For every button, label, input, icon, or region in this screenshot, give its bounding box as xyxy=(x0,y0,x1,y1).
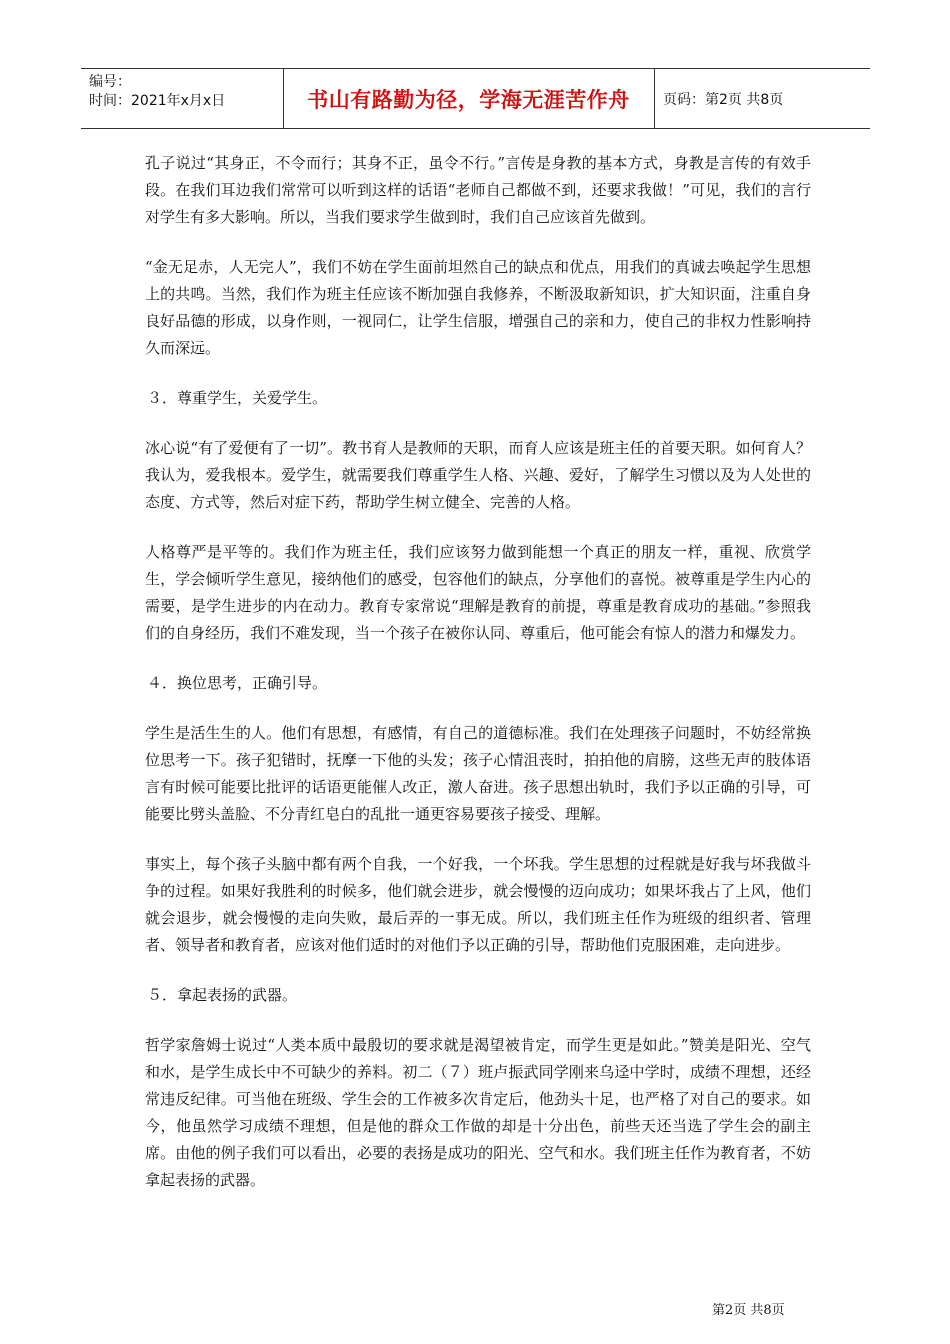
date-label: 时间：2021年x月x日 xyxy=(89,93,226,109)
header-page-number: 页码：第2页 共8页 xyxy=(663,91,784,108)
paragraph-1: 孔子说过“其身正，不令而行；其身不正，虽令不行。”言传是身教的基本方式，身教是言传的有效手段。在我们耳边我们常常可以听到这样的话语“老师自己都做不到，还要求我做！”可见，我们的言行对学生有多大影响。所以，当我们要求学生做到时，我们自己应该首先做到。 xyxy=(145,154,811,226)
serial-number-label: 编号： xyxy=(89,74,131,90)
header-meta xyxy=(89,73,225,111)
paragraph-3: 冰心说“有了爱便有了一切”。教书育人是教师的天职，而育人应该是班主任的首要天职。如何育人？我认为，爱我根本。爱学生，就需要我们尊重学生人格、兴趣、爱好，了解学生习惯以及为人处世的态度、方式等，然后对症下药，帮助学生树立健全、完善的人格。 xyxy=(145,439,811,511)
paragraph-6: 事实上，每个孩子头脑中都有两个自我，一个好我，一个坏我。学生思想的过程就是好我与坏我做斗争的过程。如果好我胜利的时候多，他们就会进步，就会慢慢的迈向成功；如果坏我占了上风，他们就会退步，就会慢慢的走向失败，最后弄的一事无成。所以，我们班主任作为班级的组织者、管理者、领导者和教育者，应该对他们适时的对他们予以正确的引导，帮助他们克服困难，走向进步。 xyxy=(145,855,811,954)
section-heading-5: ５．拿起表扬的武器。 xyxy=(147,986,298,1004)
document-body xyxy=(145,150,811,1194)
paragraph-4: 人格尊严是平等的。我们作为班主任，我们应该努力做到能想一个真正的朋友一样，重视、欣赏学生，学会倾听学生意见，接纳他们的感受，包容他们的缺点，分享他们的喜悦。被尊重是学生内心的需要，是学生进步的内在动力。教育专家常说“理解是教育的前提，尊重是教育成功的基础。”参照我们的自身经历，我们不难发现，当一个孩子在被你认同、尊重后，他可能会有惊人的潜力和爆发力。 xyxy=(145,543,811,642)
section-heading-3: ３．尊重学生，关爱学生。 xyxy=(147,389,328,407)
section-heading-4: ４．换位思考，正确引导。 xyxy=(147,674,328,692)
paragraph-7: 哲学家詹姆士说过“人类本质中最殷切的要求就是渴望被肯定，而学生更是如此。”赞美是阳光、空气和水，是学生成长中不可缺少的养料。初二（７）班卢振武同学刚来乌迳中学时，成绩不理想，还经常违反纪律。可当他在班级、学生会的工作被多次肯定后，他劲头十足，也严格了对自己的要求。如今，他虽然学习成绩不理想，但是他的群众工作做的却是十分出色，前些天还当选了学生会的副主席。由他的例子我们可以看出，必要的表扬是成功的阳光、空气和水。我们班主任作为教育者，不妨拿起表扬的武器。 xyxy=(145,1036,811,1189)
header-divider-right xyxy=(654,68,655,129)
header-motto: 书山有路勤为径，学海无涯苦作舟 xyxy=(307,87,630,112)
page-footer: 第2页 共8页 xyxy=(712,1303,785,1318)
page-header xyxy=(81,68,870,129)
paragraph-2: “金无足赤，人无完人”，我们不妨在学生面前坦然自己的缺点和优点，用我们的真诚去唤起学生思想上的共鸣。当然，我们作为班主任应该不断加强自我修养，不断汲取新知识，扩大知识面，注重自身良好品德的形成，以身作则，一视同仁，让学生信服，增强自己的亲和力，使自己的非权力性影响持久而深远。 xyxy=(145,258,811,357)
paragraph-5: 学生是活生生的人。他们有思想，有感情，有自己的道德标准。我们在处理孩子问题时，不妨经常换位思考一下。孩子犯错时，抚摩一下他的头发；孩子心情沮丧时，拍拍他的肩膀，这些无声的肢体语言有时候可能要比批评的话语更能催人改正，激人奋进。孩子思想出轨时，我们予以正确的引导，可能要比劈头盖脸、不分青红皂白的乱批一通更容易要孩子接受、理解。 xyxy=(145,724,811,823)
